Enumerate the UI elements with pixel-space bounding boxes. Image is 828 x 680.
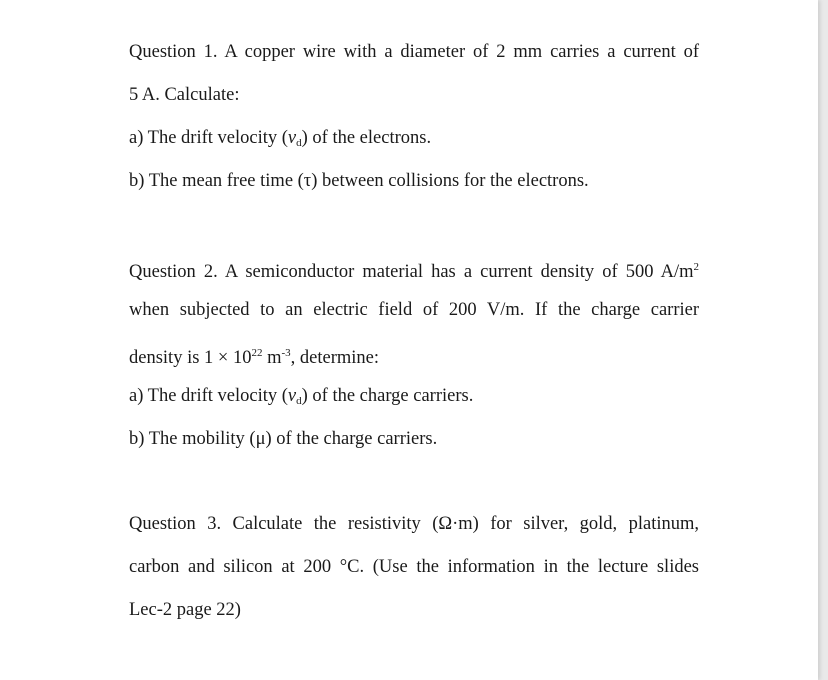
q1-line-1: Question 1. A copper wire with a diameter of 2 mm carries a current of [129, 42, 699, 62]
q2-part-a-post: ) of the charge carriers. [301, 386, 474, 406]
q2-line-2: when subjected to an electric field of 200 V/m. If the charge carrier [129, 300, 699, 320]
q2-line-3-sup1: 22 [251, 347, 263, 359]
q2-line-3 [129, 342, 699, 369]
q3-line-2: carbon and silicon at 200 °C. (Use the information in the lecture slides [129, 557, 699, 577]
q2-part-a-var: v [287, 386, 297, 406]
q1-part-a-post: ) of the electrons. [301, 128, 432, 148]
q2-line-3-a: density is 1 × 10 [129, 348, 252, 368]
q1-part-a-pre: a) The drift velocity ( [129, 128, 288, 148]
q2-line-1-text: Question 2. A semiconductor material has a current density of 500 A/m [129, 262, 694, 282]
q2-line-3-c: , determine: [290, 348, 380, 368]
q2-part-a-pre: a) The drift velocity ( [129, 386, 288, 406]
q2-part-b: b) The mobility (μ) of the charge carriers. [129, 429, 438, 449]
q2-line-3-sup2: -3 [281, 347, 291, 359]
q2-line-1-sup: 2 [693, 261, 699, 273]
q2-part-a-sub: d [296, 395, 302, 407]
q1-part-b: b) The mean free time (τ) between collisions for the electrons. [129, 171, 589, 191]
q2-line-3-b: m [262, 348, 282, 368]
q3-line-3: Lec-2 page 22) [129, 600, 241, 620]
q2-part-a [129, 385, 699, 412]
q1-line-2: 5 A. Calculate: [129, 85, 240, 105]
q1-part-a-var: v [287, 128, 297, 148]
q3-line-1: Question 3. Calculate the resistivity (Ω·m) for silver, gold, platinum, [129, 514, 699, 534]
q1-part-a [129, 127, 699, 154]
q2-line-1 [129, 256, 699, 283]
q1-part-a-sub: d [296, 137, 302, 149]
